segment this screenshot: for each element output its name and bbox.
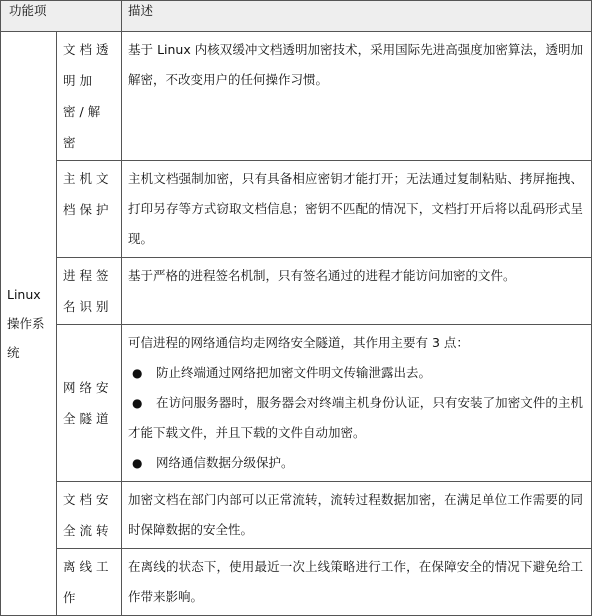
- feature-cell: 网络安全隧道: [57, 325, 122, 482]
- bullet-list: [128, 358, 583, 478]
- table-row: [1, 258, 592, 325]
- header-row: [1, 1, 592, 32]
- bullet-item: ● 网络通信数据分级保护。: [128, 448, 583, 478]
- feature-cell: 文档安全流转: [57, 482, 122, 549]
- description-intro: 可信进程的网络通信均走网络安全隧道，其作用主要有 3 点：: [128, 335, 469, 350]
- bullet-dot-icon: ●: [132, 396, 143, 410]
- table-row: [1, 32, 592, 161]
- bullet-item: ● 在访问服务器时，服务器会对终端主机身份认证，只有安装了加密文件的主机才能下载文件，并且下载的文件自动加密。: [128, 388, 583, 448]
- feature-cell: 主机文档保护: [57, 161, 122, 258]
- header-description: 描述: [122, 1, 592, 32]
- table-row: [1, 161, 592, 258]
- feature-cell: 离线工作: [57, 549, 122, 616]
- bullet-dot-icon: ●: [132, 456, 143, 470]
- description-cell: 在离线的状态下，使用最近一次上线策略进行工作，在保障安全的情况下避免给工作带来影响。: [122, 549, 592, 616]
- description-cell: [122, 325, 592, 482]
- table-row: [1, 325, 592, 482]
- bullet-item: ● 防止终端通过网络把加密文件明文传输泄露出去。: [128, 358, 583, 388]
- category-cell: Linux 操作系统: [1, 32, 57, 616]
- bullet-dot-icon: ●: [132, 366, 143, 380]
- description-cell: 加密文档在部门内部可以正常流转，流转过程数据加密，在满足单位工作需要的同时保障数据的安全性。: [122, 482, 592, 549]
- description-cell: 基于 Linux 内核双缓冲文档透明加密技术，采用国际先进高强度加密算法，透明加解密，不改变用户的任何操作习惯。: [122, 32, 592, 161]
- header-feature: 功能项: [1, 1, 122, 32]
- table-row: [1, 549, 592, 616]
- description-cell: 主机文档强制加密，只有具备相应密钥才能打开；无法通过复制粘贴、拷屏拖拽、打印另存等方式窃取文档信息；密钥不匹配的情况下，文档打开后将以乱码形式呈现。: [122, 161, 592, 258]
- feature-cell: 文档透明加密/解密: [57, 32, 122, 161]
- description-cell: 基于严格的进程签名机制，只有签名通过的进程才能访问加密的文件。: [122, 258, 592, 325]
- feature-cell: 进程签名识别: [57, 258, 122, 325]
- table-row: [1, 482, 592, 549]
